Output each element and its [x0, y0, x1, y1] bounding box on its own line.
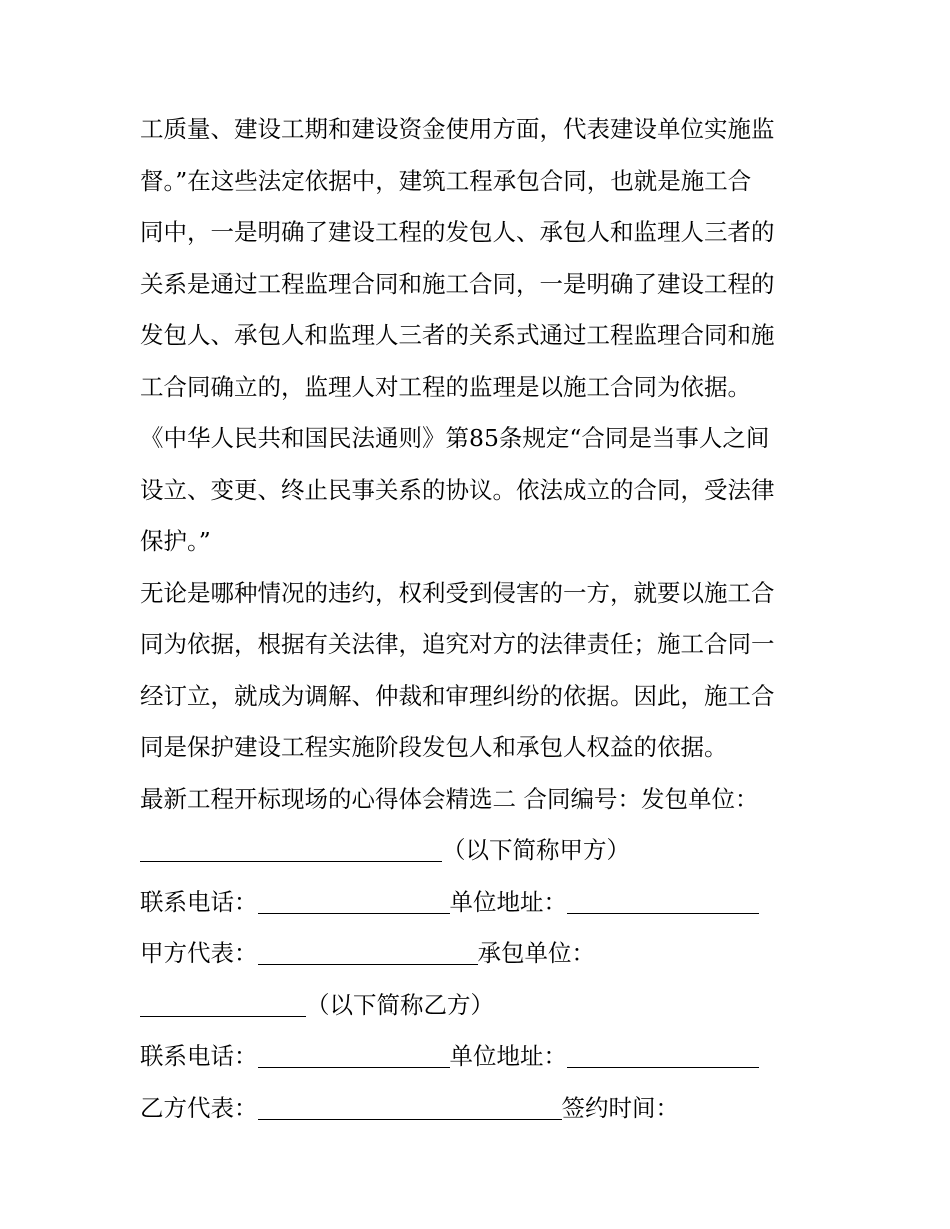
party-b-suffix: （以下简称乙方） — [306, 990, 494, 1019]
text-line: 设立、变更、终止民事关系的协议。依法成立的合同，受法律 — [140, 475, 775, 504]
text-line: 无论是哪种情况的违约，权利受到侵害的一方，就要以施工合 — [140, 578, 775, 607]
party-b-rep-label: 乙方代表： — [140, 1093, 258, 1122]
phone-label: 联系电话： — [140, 1042, 258, 1070]
address-label: 单位地址： — [449, 887, 567, 916]
phone-label: 联系电话： — [140, 887, 258, 916]
party-a-contact-line — [140, 877, 812, 929]
text-line: 《中华人民共和国民法通则》第85条规定“合同是当事人之间 — [140, 424, 770, 452]
sign-time-label: 签约时间： — [561, 1093, 679, 1122]
document-page — [140, 104, 812, 1134]
text-line: 同为依据，根据有关法律，追究对方的法律责任；施工合同一 — [140, 630, 775, 658]
text-line: 工合同确立的，监理人对工程的监理是以施工合同为依据。 — [140, 372, 751, 401]
text-line: 经订立，就成为调解、仲裁和审理纠纷的依据。因此，施工合 — [140, 681, 775, 710]
party-a-rep-label: 甲方代表： — [140, 939, 258, 967]
party-b-rep-line — [140, 1083, 812, 1135]
text-line: 发包人、承包人和监理人三者的关系式通过工程监理合同和施 — [140, 321, 775, 349]
contractor-label: 承包单位： — [477, 939, 595, 967]
party-b-contact-line — [140, 1031, 812, 1083]
party-b-name-line — [140, 980, 812, 1032]
text-line: 同是保护建设工程实施阶段发包人和承包人权益的依据。 — [140, 733, 728, 761]
party-a-rep-line — [140, 928, 812, 980]
party-a-phone-blank[interactable] — [258, 891, 450, 914]
text-line: 关系是通过工程监理合同和施工合同，一是明确了建设工程的 — [140, 269, 775, 298]
party-b-rep-blank[interactable] — [258, 1097, 562, 1120]
text-line: 督。”在这些法定依据中，建筑工程承包合同，也就是施工合 — [140, 166, 752, 195]
party-a-name-blank[interactable] — [140, 839, 442, 862]
text-line: 保护。” — [140, 527, 211, 555]
party-a-address-blank[interactable] — [567, 891, 759, 914]
party-b-address-blank[interactable] — [567, 1045, 759, 1068]
address-label: 单位地址： — [449, 1042, 567, 1070]
party-b-name-blank[interactable] — [140, 994, 306, 1017]
contract-heading-line: 最新工程开标现场的心得体会精选二 合同编号：发包单位： — [140, 784, 759, 813]
party-a-rep-blank[interactable] — [258, 942, 478, 965]
party-b-phone-blank[interactable] — [258, 1045, 450, 1068]
text-line: 工质量、建设工期和建设资金使用方面，代表建设单位实施监 — [140, 115, 775, 143]
text-line: 同中，一是明确了建设工程的发包人、承包人和监理人三者的 — [140, 218, 775, 246]
party-a-suffix: （以下简称甲方） — [442, 836, 630, 864]
party-a-name-line — [140, 825, 812, 877]
